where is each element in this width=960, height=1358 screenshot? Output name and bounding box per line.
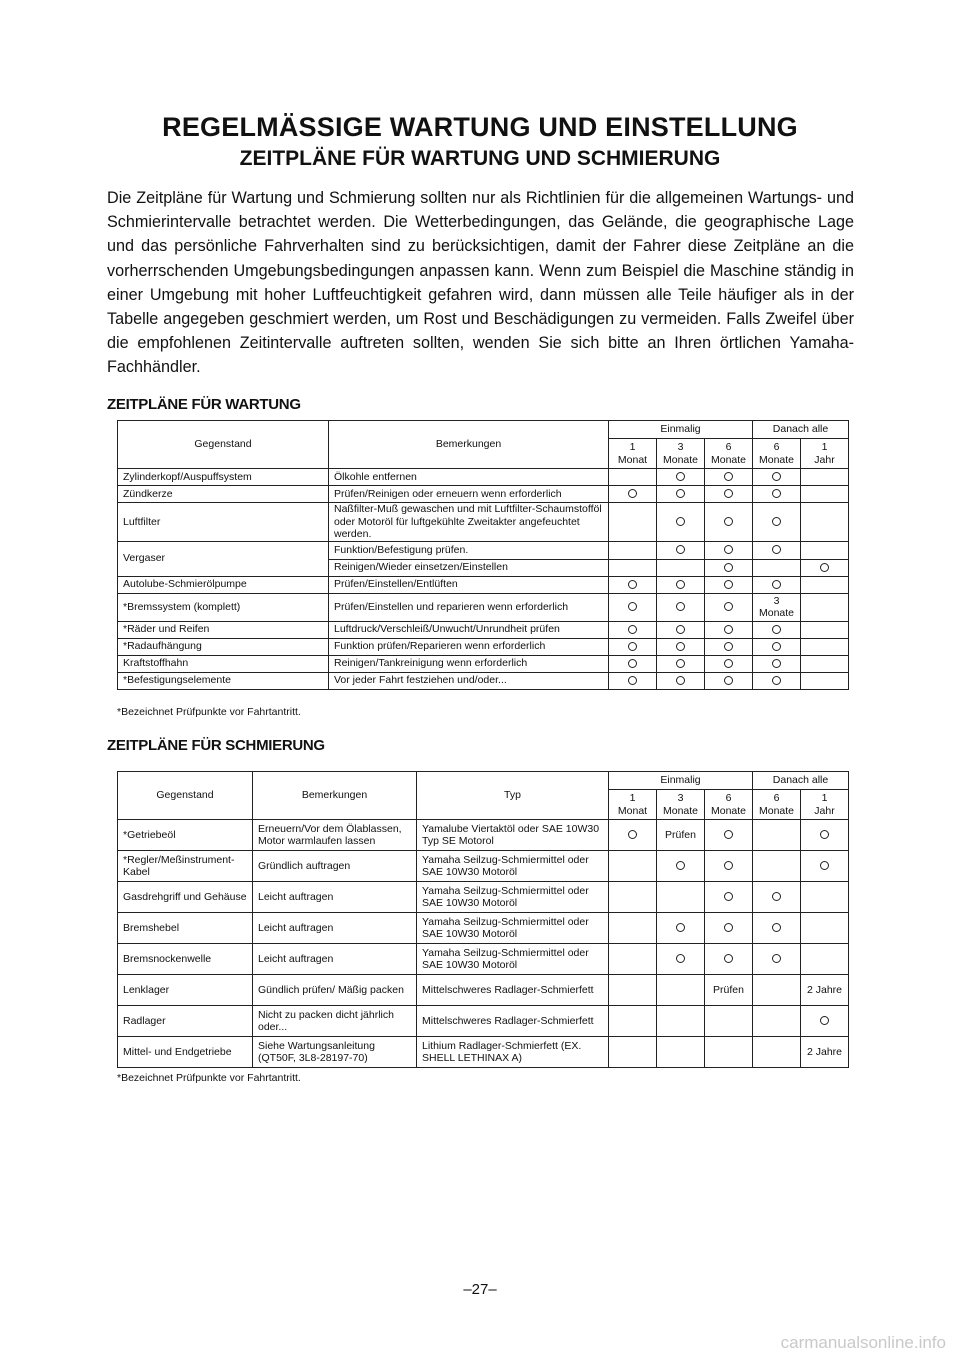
header-after: Danach alle [753, 772, 849, 790]
interval-cell [609, 1037, 657, 1068]
table-row [118, 541, 849, 559]
interval-cell [753, 975, 801, 1006]
check-circle-icon [724, 563, 733, 572]
row-item: *Bremssystem (komplett) [118, 593, 329, 621]
cell-text: 2 Jahre [806, 1045, 843, 1058]
interval-cell [753, 469, 801, 486]
check-circle-icon [676, 517, 685, 526]
row-type: Lithium Radlager-Schmierfett (EX. SHELL LETHINAX A) [417, 1037, 609, 1068]
interval-unit: Monate [710, 804, 747, 817]
row-remarks: Gündlich prüfen/ Mäßig packen [253, 975, 417, 1006]
check-circle-icon [676, 489, 685, 498]
row-item: Mittel- und Endgetriebe [118, 1037, 253, 1068]
cell-text: Prüfen [713, 983, 744, 996]
interval-cell [801, 913, 849, 944]
table-row [118, 576, 849, 593]
interval-cell [609, 593, 657, 621]
check-circle-icon [676, 676, 685, 685]
row-remarks: Leicht auftragen [253, 882, 417, 913]
interval-number: 6 [725, 441, 732, 453]
interval-cell [753, 1037, 801, 1068]
interval-cell [801, 621, 849, 638]
row-item: *Regler/Meßinstrument-Kabel [118, 851, 253, 882]
interval-cell [705, 638, 753, 655]
check-circle-icon [724, 676, 733, 685]
interval-cell [801, 469, 849, 486]
check-circle-icon [724, 861, 733, 870]
row-remarks: Nicht zu packen dicht jährlich oder... [253, 1006, 417, 1037]
check-circle-icon [772, 642, 781, 651]
check-circle-icon [724, 659, 733, 668]
header-interval [705, 439, 753, 469]
interval-cell [801, 672, 849, 689]
interval-cell [801, 486, 849, 503]
header-once: Einmalig [609, 772, 753, 790]
interval-cell [753, 486, 801, 503]
interval-cell [705, 820, 753, 851]
intro-paragraph: Die Zeitpläne für Wartung und Schmierung sollten nur als Richtlinien für die allgemeinen Wartungs- und Schmierintervalle betrachtet werden. Die Wetterbedingungen, das Gelände, die geographische Lage und das persönliche Fahrverhalten sind zu berücksichtigen, damit der Fahrer diese Zeitpläne an die vorherrschenden Umgebungsbedingungen anpassen kann. Wenn zum Beispiel die Maschine ständig in einer Umgebung mit hoher Luftfeuchtigkeit gefahren wird, dann müssen alle Teile häufiger als in der Tabelle angegeben geschmiert werden, um Rost und Beschädigungen zu vermeiden. Falls Zweifel über die empfohlenen Zeitintervalle auftreten sollten, wenden Sie sich bitte an Ihren örtlichen Yamaha-Fachhändler. [107, 189, 854, 377]
header-interval [609, 790, 657, 820]
table-row [118, 672, 849, 689]
interval-cell [705, 486, 753, 503]
check-circle-icon [676, 659, 685, 668]
check-circle-icon [628, 676, 637, 685]
row-item: Bremsnockenwelle [118, 944, 253, 975]
table-row [118, 1037, 849, 1068]
row-item: Vergaser [118, 541, 329, 576]
check-circle-icon [628, 830, 637, 839]
check-circle-icon [628, 602, 637, 611]
maintenance-footnote: *Bezeichnet Prüfpunkte vor Fahrtantritt. [117, 706, 301, 718]
interval-cell [801, 820, 849, 851]
check-circle-icon [724, 954, 733, 963]
check-circle-icon [724, 489, 733, 498]
row-item: Gasdrehgriff und Gehäuse [118, 882, 253, 913]
table-row [118, 469, 849, 486]
interval-cell [657, 593, 705, 621]
table-row [118, 655, 849, 672]
row-type: Yamaha Seilzug-Schmiermittel oder SAE 10W30 Motoröl [417, 882, 609, 913]
table-row [118, 1006, 849, 1037]
interval-cell [609, 851, 657, 882]
row-type: Yamaha Seilzug-Schmiermittel oder SAE 10W30 Motoröl [417, 851, 609, 882]
row-item: Kraftstoffhahn [118, 655, 329, 672]
lubrication-table [117, 771, 849, 1068]
interval-cell [657, 820, 705, 851]
check-circle-icon [724, 580, 733, 589]
maintenance-table [117, 420, 849, 690]
table-row [118, 944, 849, 975]
row-remarks: Prüfen/Einstellen/Entlüften [329, 576, 609, 593]
check-circle-icon [724, 892, 733, 901]
header-item: Gegenstand [118, 421, 329, 469]
row-item: Zylinderkopf/Auspuffsystem [118, 469, 329, 486]
row-remarks: Funktion prüfen/Reparieren wenn erforderlich [329, 638, 609, 655]
maintenance-section-title: ZEITPLÄNE FÜR WARTUNG [107, 396, 301, 413]
interval-number: 1 [629, 441, 636, 453]
interval-cell [705, 559, 753, 576]
check-circle-icon [676, 545, 685, 554]
interval-cell [657, 851, 705, 882]
row-remarks: Ölkohle entfernen [329, 469, 609, 486]
row-item: Autolube-Schmierölpumpe [118, 576, 329, 593]
interval-cell [753, 820, 801, 851]
table-row [118, 486, 849, 503]
interval-number: 6 [773, 792, 780, 804]
check-circle-icon [820, 861, 829, 870]
interval-cell [609, 975, 657, 1006]
interval-cell [801, 975, 849, 1006]
row-remarks: Reinigen/Tankreinigung wenn erforderlich [329, 655, 609, 672]
interval-cell [705, 913, 753, 944]
row-type: Yamalube Viertaktöl oder SAE 10W30 Typ SE Motorol [417, 820, 609, 851]
row-remarks: Siehe Wartungsanleitung (QT50F, 3L8-28197-70) [253, 1037, 417, 1068]
interval-cell [609, 820, 657, 851]
interval-cell [657, 503, 705, 542]
interval-cell [705, 503, 753, 542]
watermark: carmanualsonline.info [780, 1333, 946, 1352]
check-circle-icon [676, 954, 685, 963]
table-row [118, 593, 849, 621]
interval-cell [609, 469, 657, 486]
interval-cell [753, 672, 801, 689]
interval-cell [609, 882, 657, 913]
row-remarks: Erneuern/Vor dem Ölablassen, Motor warmlaufen lassen [253, 820, 417, 851]
interval-cell [657, 638, 705, 655]
header-interval [609, 439, 657, 469]
interval-cell [705, 593, 753, 621]
check-circle-icon [772, 923, 781, 932]
row-remarks: Reinigen/Wieder einsetzen/Einstellen [329, 559, 609, 576]
interval-cell [753, 576, 801, 593]
interval-cell [705, 1037, 753, 1068]
header-once: Einmalig [609, 421, 753, 439]
check-circle-icon [724, 830, 733, 839]
interval-cell [657, 541, 705, 559]
interval-cell [753, 655, 801, 672]
interval-cell [705, 469, 753, 486]
interval-cell [753, 638, 801, 655]
row-item: Zündkerze [118, 486, 329, 503]
check-circle-icon [772, 545, 781, 554]
check-circle-icon [772, 472, 781, 481]
interval-cell [609, 541, 657, 559]
check-circle-icon [772, 580, 781, 589]
check-circle-icon [676, 861, 685, 870]
row-item: *Getriebeöl [118, 820, 253, 851]
interval-cell [801, 882, 849, 913]
check-circle-icon [676, 472, 685, 481]
interval-cell [609, 621, 657, 638]
check-circle-icon [724, 545, 733, 554]
row-remarks: Gründlich auftragen [253, 851, 417, 882]
interval-cell [801, 593, 849, 621]
interval-cell [801, 944, 849, 975]
interval-unit: Monat [617, 804, 648, 817]
page-title: REGELMÄSSIGE WARTUNG UND EINSTELLUNG [162, 112, 798, 142]
interval-cell [657, 559, 705, 576]
table-row [118, 638, 849, 655]
interval-unit: Jahr [814, 804, 835, 817]
interval-cell [753, 593, 801, 621]
row-type: Yamaha Seilzug-Schmiermittel oder SAE 10W30 Motoröl [417, 913, 609, 944]
header-item: Gegenstand [118, 772, 253, 820]
check-circle-icon [628, 580, 637, 589]
row-type: Mittelschweres Radlager-Schmierfett [417, 1006, 609, 1037]
interval-cell [657, 882, 705, 913]
interval-cell [609, 672, 657, 689]
interval-cell [705, 851, 753, 882]
table-row [118, 882, 849, 913]
check-circle-icon [724, 625, 733, 634]
interval-cell [657, 621, 705, 638]
interval-number: 1 [821, 441, 828, 453]
interval-cell [753, 851, 801, 882]
interval-cell [753, 621, 801, 638]
row-item: Bremshebel [118, 913, 253, 944]
interval-cell [705, 672, 753, 689]
check-circle-icon [724, 923, 733, 932]
interval-number: 1 [821, 792, 828, 804]
header-type: Typ [417, 772, 609, 820]
interval-cell [753, 503, 801, 542]
check-circle-icon [820, 830, 829, 839]
check-circle-icon [676, 625, 685, 634]
interval-cell [657, 486, 705, 503]
table-row [118, 503, 849, 542]
interval-cell [801, 503, 849, 542]
interval-cell [705, 975, 753, 1006]
interval-cell [801, 1006, 849, 1037]
interval-cell [609, 944, 657, 975]
row-remarks: Leicht auftragen [253, 913, 417, 944]
check-circle-icon [676, 602, 685, 611]
check-circle-icon [676, 642, 685, 651]
interval-cell [801, 576, 849, 593]
row-item: *Befestigungselemente [118, 672, 329, 689]
check-circle-icon [772, 659, 781, 668]
interval-number: 3 [677, 792, 684, 804]
cell-text: Prüfen [665, 828, 696, 841]
interval-cell [609, 559, 657, 576]
interval-cell [801, 541, 849, 559]
check-circle-icon [628, 625, 637, 634]
interval-number: 3 [677, 441, 684, 453]
row-remarks: Vor jeder Fahrt festziehen und/oder... [329, 672, 609, 689]
interval-cell [609, 913, 657, 944]
interval-cell [705, 1006, 753, 1037]
interval-unit: Monate [662, 453, 699, 466]
row-type: Yamaha Seilzug-Schmiermittel oder SAE 10W30 Motoröl [417, 944, 609, 975]
table-row [118, 913, 849, 944]
check-circle-icon [772, 625, 781, 634]
header-interval [753, 439, 801, 469]
check-circle-icon [772, 892, 781, 901]
interval-cell [609, 655, 657, 672]
interval-cell [705, 944, 753, 975]
check-circle-icon [724, 517, 733, 526]
check-circle-icon [724, 472, 733, 481]
interval-cell [753, 1006, 801, 1037]
check-circle-icon [628, 489, 637, 498]
check-circle-icon [820, 563, 829, 572]
table-row [118, 621, 849, 638]
row-type: Mittelschweres Radlager-Schmierfett [417, 975, 609, 1006]
interval-cell [753, 913, 801, 944]
check-circle-icon [628, 659, 637, 668]
interval-cell [801, 851, 849, 882]
interval-cell [657, 672, 705, 689]
header-interval [801, 439, 849, 469]
interval-cell [609, 576, 657, 593]
interval-unit: Monate [662, 804, 699, 817]
interval-cell [801, 638, 849, 655]
interval-cell [801, 559, 849, 576]
check-circle-icon [772, 517, 781, 526]
page-number: –27– [463, 1281, 497, 1298]
interval-cell [657, 469, 705, 486]
header-remarks: Bemerkungen [329, 421, 609, 469]
header-interval [753, 790, 801, 820]
row-remarks: Luftdruck/Verschleiß/Unwucht/Unrundheit prüfen [329, 621, 609, 638]
interval-cell [657, 576, 705, 593]
header-interval [801, 790, 849, 820]
interval-cell [609, 638, 657, 655]
interval-cell [753, 541, 801, 559]
check-circle-icon [772, 676, 781, 685]
header-after: Danach alle [753, 421, 849, 439]
table-row [118, 851, 849, 882]
row-item: Radlager [118, 1006, 253, 1037]
interval-number: 1 [629, 792, 636, 804]
interval-cell [801, 655, 849, 672]
interval-number: 6 [725, 792, 732, 804]
cell-text: 2 Jahre [806, 983, 843, 996]
row-item: *Radaufhängung [118, 638, 329, 655]
interval-unit: Monat [617, 453, 648, 466]
interval-unit: Monate [758, 453, 795, 466]
cell-text: 3 Monate [758, 594, 795, 619]
row-remarks: Naßfilter-Muß gewaschen und mit Luftfilter-Schaumstofföl oder Motoröl für luftgekühlte Zweitakter angefeuchtet werden. [329, 503, 609, 542]
header-interval [657, 790, 705, 820]
interval-unit: Jahr [814, 453, 835, 466]
interval-cell [801, 1037, 849, 1068]
check-circle-icon [676, 923, 685, 932]
interval-cell [705, 621, 753, 638]
check-circle-icon [724, 602, 733, 611]
interval-cell [609, 486, 657, 503]
row-item: *Räder und Reifen [118, 621, 329, 638]
page-subtitle: ZEITPLÄNE FÜR WARTUNG UND SCHMIERUNG [239, 147, 721, 170]
check-circle-icon [628, 642, 637, 651]
header-interval [657, 439, 705, 469]
interval-cell [705, 541, 753, 559]
check-circle-icon [724, 642, 733, 651]
interval-cell [657, 944, 705, 975]
interval-cell [753, 559, 801, 576]
check-circle-icon [820, 1016, 829, 1025]
check-circle-icon [676, 580, 685, 589]
interval-cell [705, 576, 753, 593]
interval-cell [657, 975, 705, 1006]
row-remarks: Prüfen/Einstellen und reparieren wenn erforderlich [329, 593, 609, 621]
row-item: Lenklager [118, 975, 253, 1006]
table-row [118, 820, 849, 851]
row-remarks: Funktion/Befestigung prüfen. [329, 541, 609, 559]
interval-cell [609, 1006, 657, 1037]
interval-cell [705, 882, 753, 913]
interval-cell [609, 503, 657, 542]
interval-cell [657, 1037, 705, 1068]
row-item: Luftfilter [118, 503, 329, 542]
interval-unit: Monate [710, 453, 747, 466]
interval-cell [657, 655, 705, 672]
interval-unit: Monate [758, 804, 795, 817]
check-circle-icon [772, 954, 781, 963]
interval-cell [657, 913, 705, 944]
interval-cell [753, 882, 801, 913]
lubrication-section-title: ZEITPLÄNE FÜR SCHMIERUNG [107, 737, 325, 754]
check-circle-icon [772, 489, 781, 498]
header-remarks: Bemerkungen [253, 772, 417, 820]
header-interval [705, 790, 753, 820]
lubrication-footnote: *Bezeichnet Prüfpunkte vor Fahrtantritt. [117, 1072, 301, 1084]
row-remarks: Prüfen/Reinigen oder erneuern wenn erforderlich [329, 486, 609, 503]
interval-cell [657, 1006, 705, 1037]
interval-cell [753, 944, 801, 975]
interval-number: 6 [773, 441, 780, 453]
table-row [118, 975, 849, 1006]
interval-cell [705, 655, 753, 672]
row-remarks: Leicht auftragen [253, 944, 417, 975]
